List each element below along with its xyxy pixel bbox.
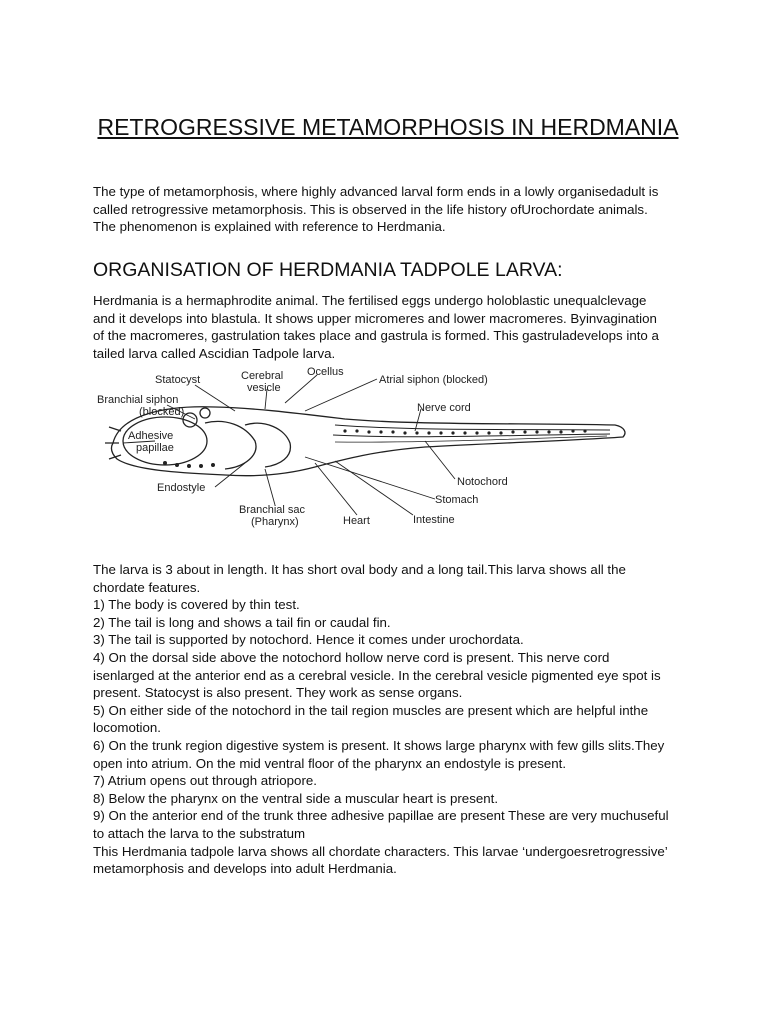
- label-stomach: Stomach: [435, 494, 479, 506]
- body-line-1: 1) The body is covered by thin test.: [93, 597, 300, 613]
- section-heading: ORGANISATION OF HERDMANIA TADPOLE LARVA:: [93, 259, 563, 281]
- body-line-10: This Herdmania tadpole larva shows all chordate characters. This larvae ‘undergoesretrogressive’ metamorphosis and develops into adult Herdmania.: [93, 843, 668, 877]
- label-intestine: Intestine: [413, 514, 455, 526]
- label-adhesive-papillae-2: papillae: [136, 442, 174, 454]
- body-line-3: 3) The tail is supported by notochord. Hence it comes under urochordata.: [93, 632, 524, 648]
- label-endostyle: Endostyle: [157, 482, 206, 494]
- body-line-4: 4) On the dorsal side above the notochord hollow nerve cord is present. This nerve cord isenlarged at the anterior end as a cerebral vesicle. In the cerebral vesicle pigmented eye spot is present. Statocyst is also present. They work as sense organs.: [93, 649, 661, 701]
- label-branchial-siphon-2: (blocked): [139, 406, 185, 418]
- label-nerve-cord: Nerve cord: [417, 402, 471, 414]
- body-text: [93, 561, 673, 878]
- label-statocyst: Statocyst: [155, 374, 201, 386]
- body-line-7: 7) Atrium opens out through atriopore.: [93, 773, 317, 789]
- page-title: RETROGRESSIVE METAMORPHOSIS IN HERDMANIA: [97, 114, 679, 140]
- label-branchial-sac-1: Branchial sac: [239, 504, 306, 516]
- label-adhesive-papillae-1: Adhesive: [128, 430, 174, 442]
- label-heart: Heart: [343, 515, 370, 527]
- label-branchial-siphon-1: Branchial siphon: [97, 394, 179, 406]
- body-line-6: 6) On the trunk region digestive system is present. It shows large pharynx with few gills slits.They open into atrium. On the mid ventral floor of the pharynx an endostyle is present.: [93, 737, 665, 771]
- body-line-8: 8) Below the pharynx on the ventral side a muscular heart is present.: [93, 790, 499, 806]
- body-line-5: 5) On either side of the notochord in the tail region muscles are present which are helpful inthe locomotion.: [93, 702, 649, 736]
- body-line-0: The larva is 3 about in length. It has short oval body and a long tail.This larva shows all the chordate features.: [93, 562, 626, 595]
- section-paragraph: Herdmania is a hermaphrodite animal. The fertilised eggs undergo holoblastic unequalclevage and it develops into blastula. It shows upper micromeres and lower macromeres. Byinvagination of the macromeres, gastrulation takes place and gastrula is formed. This gastruladevelops into a tailed larva called Ascidian Tadpole larva.: [93, 293, 659, 361]
- label-cerebral-vesicle-1: Cerebral: [241, 370, 284, 382]
- label-branchial-sac-2: (Pharynx): [251, 516, 299, 528]
- body-line-9: 9) On the anterior end of the trunk three adhesive papillae are present These are very muchuseful to attach the larva to the substratum: [93, 808, 669, 841]
- label-cerebral-vesicle-2: vesicle: [247, 382, 281, 394]
- body-line-2: 2) The tail is long and shows a tail fin or caudal fin.: [93, 614, 391, 630]
- label-notochord: Notochord: [457, 476, 508, 488]
- label-ocellus: Ocellus: [307, 366, 344, 378]
- label-atrial-siphon: Atrial siphon (blocked): [379, 374, 488, 386]
- intro-paragraph: The type of metamorphosis, where highly advanced larval form ends in a lowly organisedadult is called retrogressive metamorphosis. This is observed in the life history ofUrochordate animals. The phenomenon is explained with reference to Herdmania.: [93, 184, 659, 235]
- tadpole-larva-diagram: [95, 363, 635, 533]
